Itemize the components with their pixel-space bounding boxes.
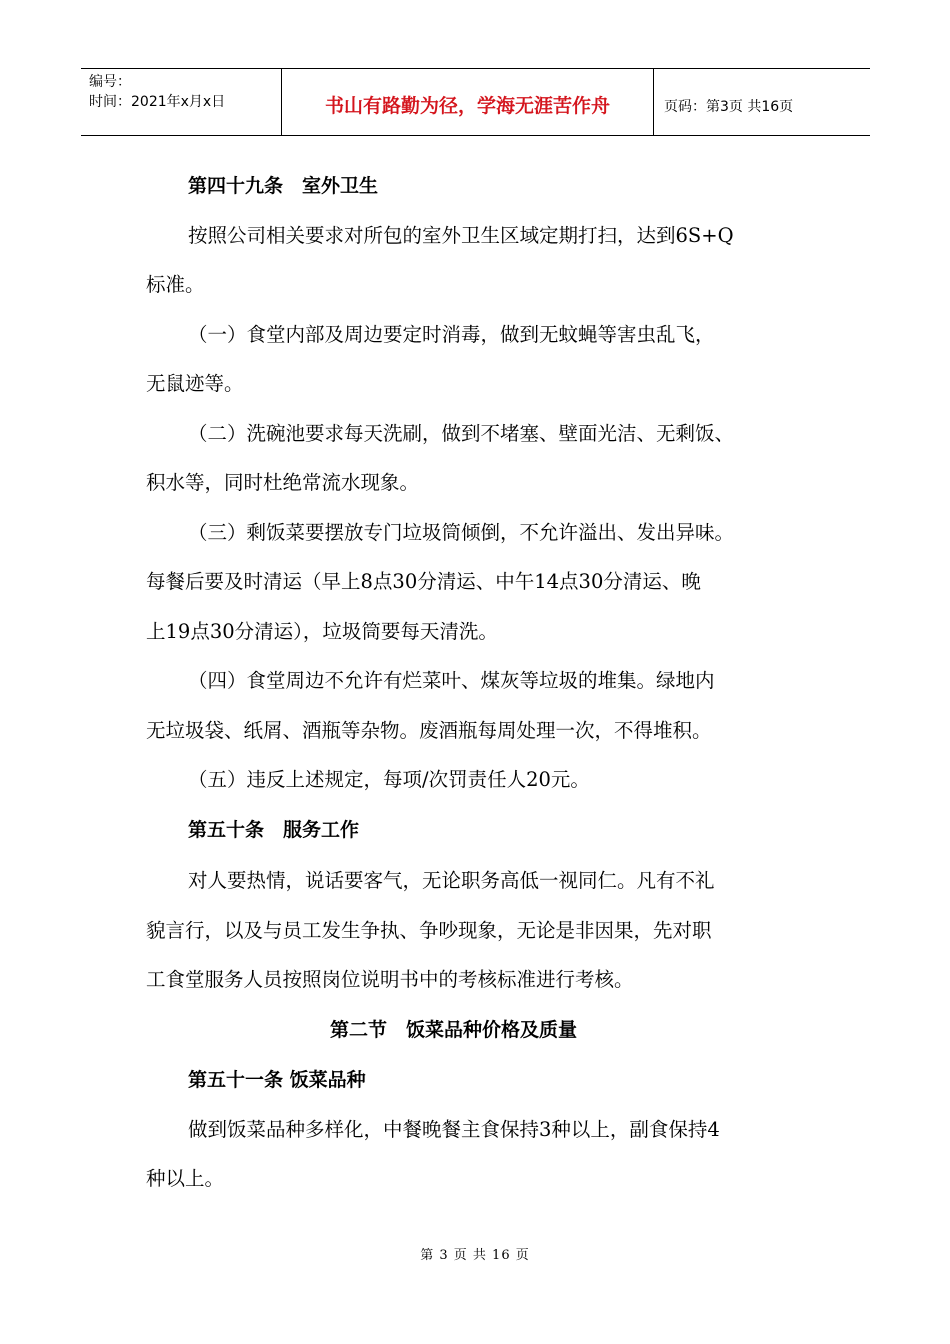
article-50-heading: 第五十条 服务工作 — [188, 819, 360, 841]
paragraph-line: 积水等，同时杜绝常流水现象。 — [146, 471, 420, 494]
header-motto-cell — [282, 69, 654, 135]
paragraph-line: 貌言行，以及与员工发生争执、争吵现象，无论是非因果，先对职 — [146, 919, 712, 942]
paragraph-line: （一）食堂内部及周边要定时消毒，做到无蚊蝇等害虫乱飞， — [188, 323, 715, 346]
paragraph-line: 标准。 — [146, 273, 205, 296]
article-49-heading: 第四十九条 室外卫生 — [188, 175, 379, 197]
article-51-heading: 第五十一条 饭菜品种 — [188, 1069, 366, 1091]
paragraph-line: 做到饭菜品种多样化，中餐晚餐主食保持3种以上，副食保持4 — [188, 1118, 720, 1141]
paragraph-line: 工食堂服务人员按照岗位说明书中的考核标准进行考核。 — [146, 968, 634, 991]
paragraph-line: 按照公司相关要求对所包的室外卫生区域定期打扫，达到6S+Q — [188, 224, 734, 247]
paragraph-line: （四）食堂周边不允许有烂菜叶、煤灰等垃圾的堆集。绿地内 — [188, 669, 715, 692]
paragraph-line: 对人要热情，说话要客气，无论职务高低一视同仁。凡有不礼 — [188, 869, 715, 892]
paragraph-line: 种以上。 — [146, 1167, 225, 1190]
paragraph-line: 上19点30分清运），垃圾筒要每天清洗。 — [146, 620, 498, 643]
document-date-label: 时间：2021年x月x日 — [89, 94, 226, 110]
header-meta-cell — [81, 69, 282, 135]
paragraph-line: （二）洗碗池要求每天洗刷，做到不堵塞、壁面光洁、无剩饭、 — [188, 422, 735, 445]
paragraph-line: （三）剩饭菜要摆放专门垃圾筒倾倒，不允许溢出、发出异味。 — [188, 521, 735, 544]
paragraph-line: 每餐后要及时清运（早上8点30分清运、中午14点30分清运、晚 — [146, 570, 701, 593]
paragraph-line: 无垃圾袋、纸屑、酒瓶等杂物。废酒瓶每周处理一次，不得堆积。 — [146, 719, 712, 742]
header-page-label: 页码：第3页 共16页 — [664, 99, 794, 115]
section-heading: 第二节 饭菜品种价格及质量 — [330, 1019, 578, 1041]
paragraph-line: （五）违反上述规定，每项/次罚责任人20元。 — [188, 768, 590, 791]
document-number-label: 编号： — [89, 74, 131, 90]
document-header — [81, 68, 870, 136]
header-motto: 书山有路勤为径，学海无涯苦作舟 — [324, 95, 610, 117]
paragraph-line: 无鼠迹等。 — [146, 372, 244, 395]
header-page-cell — [654, 69, 870, 135]
page-footer: 第 3 页 共 16 页 — [420, 1248, 530, 1263]
